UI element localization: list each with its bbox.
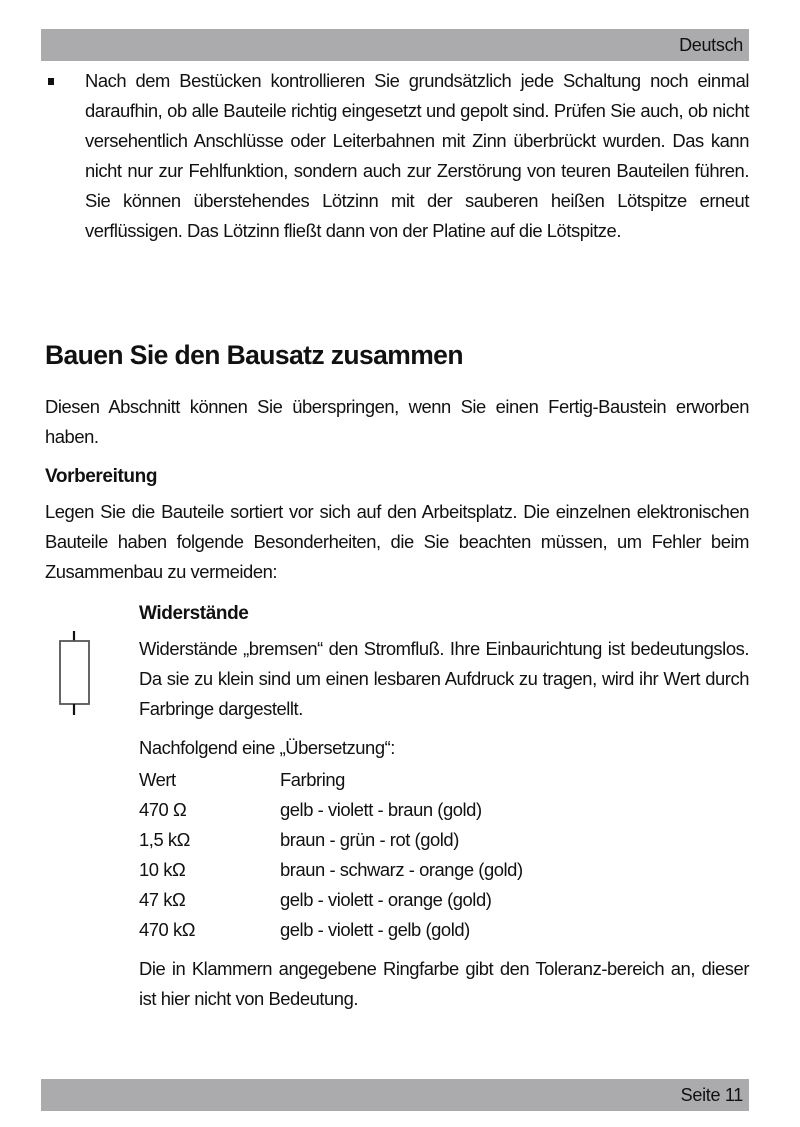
table-row <box>139 795 523 825</box>
color-rings: braun - grün - rot (gold) <box>280 829 459 850</box>
bullet-text: Nach dem Bestücken kontrollieren Sie grundsätzlich jede Schaltung noch einmal daraufhin, ob alle Bauteile richtig eingesetzt und gepolt sind. Prüfen Sie auch, ob nicht versehentlich Anschlüsse oder Leiterbahnen mit Zinn überbrückt wurden. Das kann nicht nur zur Fehlfunktion, sondern auch zur Zerstörung von teuren Bauteilen führen. Sie können überstehendes Lötzinn mit der sauberen heißen Lötspitze erneut verflüssigen. Das Lötzinn fließt dann von der Platine auf die Lötspitze. <box>85 70 749 241</box>
table-row <box>139 855 523 885</box>
page-header-band <box>41 29 749 61</box>
header-language-label: Deutsch <box>679 35 743 55</box>
color-rings: braun - schwarz - orange (gold) <box>280 859 523 880</box>
column-header-value: Wert <box>139 769 176 790</box>
section-title: Bauen Sie den Bausatz zusammen <box>45 340 463 370</box>
table-header-row <box>139 765 523 795</box>
column-header-color-ring: Farbring <box>280 769 345 790</box>
color-code-table <box>139 765 523 945</box>
resistors-heading: Widerstände <box>139 603 249 624</box>
resistance-value: 47 kΩ <box>139 889 186 910</box>
color-rings: gelb - violett - orange (gold) <box>280 889 492 910</box>
resistor-icon <box>55 631 95 715</box>
resistance-value: 470 kΩ <box>139 919 196 940</box>
color-rings: gelb - violett - gelb (gold) <box>280 919 470 940</box>
resistance-value: 10 kΩ <box>139 859 186 880</box>
table-row <box>139 885 523 915</box>
page-footer-band <box>41 1079 749 1111</box>
table-row <box>139 825 523 855</box>
resistors-description: Widerstände „bremsen“ den Stromfluß. Ihre Einbaurichtung ist bedeutungslos. Da sie zu klein sind um einen lesbaren Aufdruck zu tragen, wird ihr Wert durch Farbringe dargestellt. <box>139 638 749 719</box>
resistance-value: 470 Ω <box>139 799 187 820</box>
table-row <box>139 915 523 945</box>
square-bullet-icon <box>48 78 54 85</box>
preparation-heading: Vorbereitung <box>45 466 158 487</box>
translation-intro: Nachfolgend eine „Übersetzung“: <box>139 737 395 758</box>
page-number: Seite 11 <box>680 1085 743 1105</box>
resistance-value: 1,5 kΩ <box>139 829 190 850</box>
color-rings: gelb - violett - braun (gold) <box>280 799 482 820</box>
tolerance-note: Die in Klammern angegebene Ringfarbe gibt den Toleranz-bereich an, dieser ist hier nicht von Bedeutung. <box>139 958 749 1009</box>
preparation-text: Legen Sie die Bauteile sortiert vor sich auf den Arbeitsplatz. Die einzelnen elektronischen Bauteile haben folgende Besonderheiten, die Sie beachten müssen, um Fehler beim Zusammenbau zu vermeiden: <box>45 501 749 582</box>
section-intro: Diesen Abschnitt können Sie überspringen, wenn Sie einen Fertig-Baustein erworben haben. <box>45 396 749 447</box>
